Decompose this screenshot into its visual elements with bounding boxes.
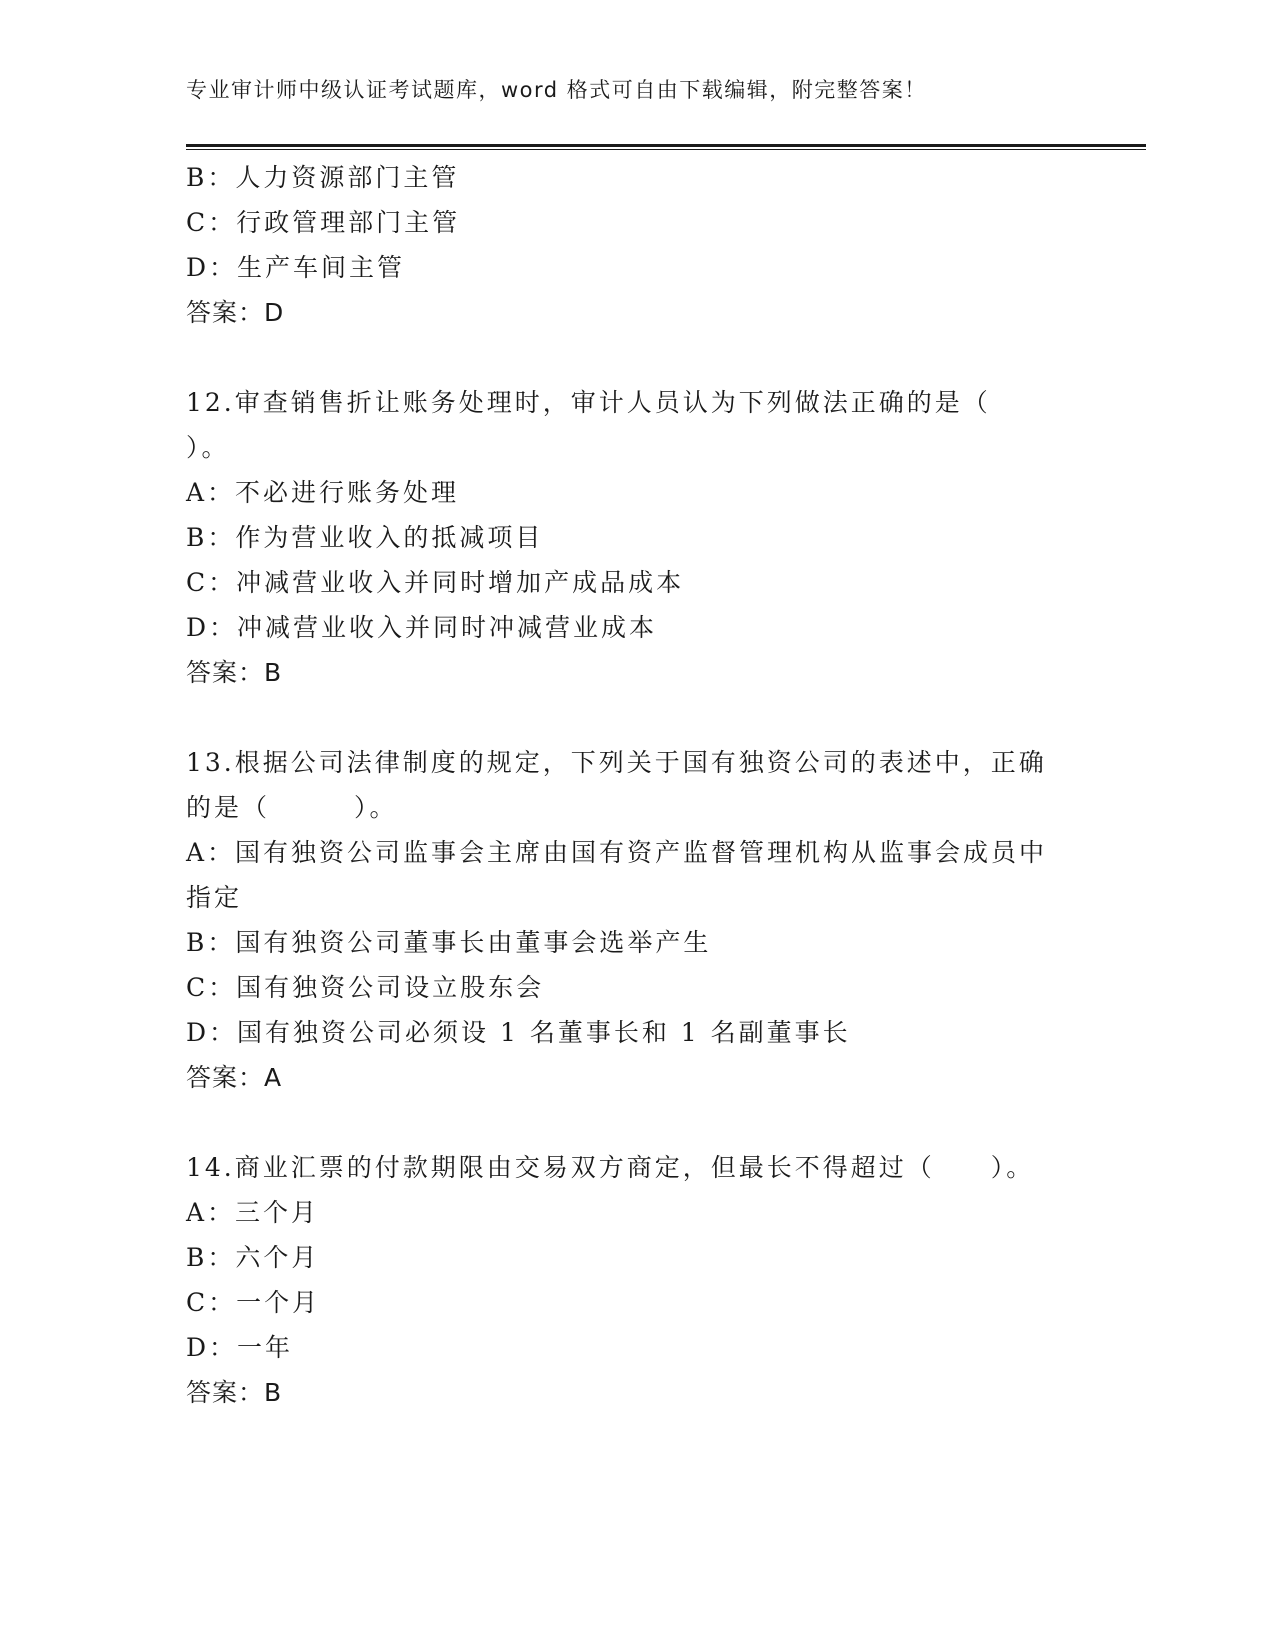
q13-answer: 答案：A (186, 1063, 283, 1092)
q12-option-a: A：不必进行账务处理 (186, 478, 460, 507)
q13-option-a-line-2: 指定 (186, 883, 243, 912)
q14-answer: 答案：B (186, 1378, 283, 1407)
q14-stem-line-1: 14.商业汇票的付款期限由交易双方商定，但最长不得超过（ ）。 (186, 1153, 1035, 1182)
header-rule-thick (186, 144, 1146, 147)
spacer (186, 695, 1146, 740)
header-rule-thin (186, 149, 1146, 150)
q13-stem-line-2: 的是（ ）。 (186, 793, 398, 822)
q11-option-c: C：行政管理部门主管 (186, 208, 461, 237)
q12-stem-line-2: ）。 (186, 433, 230, 462)
q12-option-d: D：冲减营业收入并同时冲减营业成本 (186, 613, 658, 642)
q11-answer: 答案：D (186, 298, 285, 327)
q11-option-b: B：人力资源部门主管 (186, 163, 460, 192)
q12-option-b: B：作为营业收入的抵减项目 (186, 523, 544, 552)
question-content (186, 155, 1146, 1415)
q14-option-b: B：六个月 (186, 1243, 320, 1272)
spacer (186, 1100, 1146, 1145)
q12-option-c: C：冲减营业收入并同时增加产成品成本 (186, 568, 685, 597)
page-header: 专业审计师中级认证考试题库，word 格式可自由下载编辑，附完整答案！ (186, 78, 927, 102)
q14-option-a: A：三个月 (186, 1198, 320, 1227)
q14-option-d: D：一年 (186, 1333, 294, 1362)
q13-option-c: C：国有独资公司设立股东会 (186, 973, 545, 1002)
q13-stem-line-1: 13.根据公司法律制度的规定，下列关于国有独资公司的表述中，正确 (186, 748, 1047, 777)
q11-option-d: D：生产车间主管 (186, 253, 406, 282)
q13-option-a-line-1: A：国有独资公司监事会主席由国有资产监督管理机构从监事会成员中 (186, 838, 1048, 867)
spacer (186, 335, 1146, 380)
q12-answer: 答案：B (186, 658, 283, 687)
q12-stem-line-1: 12.审查销售折让账务处理时，审计人员认为下列做法正确的是（ (186, 388, 991, 417)
q13-option-d: D：国有独资公司必须设 1 名董事长和 1 名副董事长 (186, 1018, 851, 1047)
q13-option-b: B：国有独资公司董事长由董事会选举产生 (186, 928, 712, 957)
q14-option-c: C：一个月 (186, 1288, 321, 1317)
